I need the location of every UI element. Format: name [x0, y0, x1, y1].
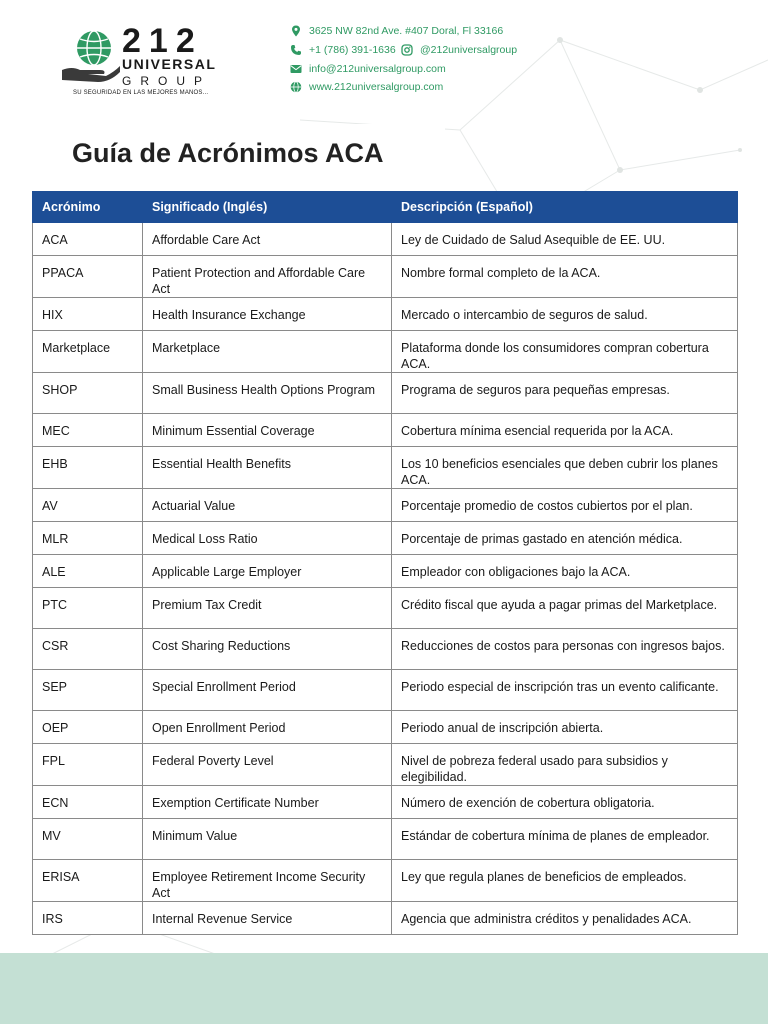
brand-word: UNIVERSAL	[122, 56, 217, 72]
table-row	[33, 256, 738, 298]
website-text: www.212universalgroup.com	[309, 81, 444, 93]
email[interactable]	[290, 63, 446, 75]
phone-icon	[290, 44, 302, 56]
brand-group: GROUP	[122, 74, 212, 88]
cell-description: Periodo anual de inscripción abierta.	[392, 711, 738, 744]
cell-acronym: ALE	[33, 555, 143, 588]
cell-meaning: Affordable Care Act	[143, 223, 392, 256]
cell-acronym: FPL	[33, 744, 143, 786]
table-row	[33, 629, 738, 670]
cell-meaning: Minimum Value	[143, 819, 392, 860]
cell-meaning: Special Enrollment Period	[143, 670, 392, 711]
cell-meaning: Minimum Essential Coverage	[143, 414, 392, 447]
table-row	[33, 860, 738, 902]
cell-meaning: Essential Health Benefits	[143, 447, 392, 489]
cell-acronym: AV	[33, 489, 143, 522]
cell-description: Nombre formal completo de la ACA.	[392, 256, 738, 298]
cell-meaning: Small Business Health Options Program	[143, 373, 392, 414]
cell-acronym: HIX	[33, 298, 143, 331]
instagram[interactable]	[401, 44, 517, 56]
cell-acronym: CSR	[33, 629, 143, 670]
acronym-table	[32, 191, 737, 935]
cell-description: Cobertura mínima esencial requerida por la ACA.	[392, 414, 738, 447]
cell-meaning: Cost Sharing Reductions	[143, 629, 392, 670]
address	[290, 25, 503, 37]
email-icon	[290, 63, 302, 75]
cell-acronym: MEC	[33, 414, 143, 447]
cell-acronym: IRS	[33, 902, 143, 935]
cell-description: Empleador con obligaciones bajo la ACA.	[392, 555, 738, 588]
table-row	[33, 298, 738, 331]
table-row	[33, 223, 738, 256]
cell-description: Porcentaje promedio de costos cubiertos por el plan.	[392, 489, 738, 522]
cell-acronym: OEP	[33, 711, 143, 744]
table-row	[33, 670, 738, 711]
brand-number: 212	[122, 22, 203, 60]
column-header-description: Descripción (Español)	[392, 192, 738, 223]
cell-description: Reducciones de costos para personas con ingresos bajos.	[392, 629, 738, 670]
table-row	[33, 331, 738, 373]
cell-meaning: Patient Protection and Affordable Care Act	[143, 256, 392, 298]
instagram-text: @212universalgroup	[420, 44, 518, 56]
table-row	[33, 522, 738, 555]
table-row	[33, 786, 738, 819]
column-header-acronym: Acrónimo	[33, 192, 143, 223]
column-header-meaning: Significado (Inglés)	[143, 192, 392, 223]
email-text: info@212universalgroup.com	[309, 63, 446, 75]
cell-acronym: Marketplace	[33, 331, 143, 373]
cell-meaning: Actuarial Value	[143, 489, 392, 522]
cell-description: Agencia que administra créditos y penalidades ACA.	[392, 902, 738, 935]
globe-icon	[290, 81, 302, 93]
cell-acronym: MV	[33, 819, 143, 860]
cell-description: Crédito fiscal que ayuda a pagar primas del Marketplace.	[392, 588, 738, 629]
cell-meaning: Premium Tax Credit	[143, 588, 392, 629]
location-pin-icon	[290, 25, 302, 37]
phone[interactable]	[290, 44, 396, 56]
cell-description: Programa de seguros para pequeñas empresas.	[392, 373, 738, 414]
phone-text: +1 (786) 391-1636	[309, 44, 396, 56]
footer-band	[0, 953, 768, 1024]
cell-acronym: EHB	[33, 447, 143, 489]
tagline: SU SEGURIDAD EN LAS MEJORES MANOS...	[73, 90, 209, 96]
table-row	[33, 489, 738, 522]
cell-description: Periodo especial de inscripción tras un evento calificante.	[392, 670, 738, 711]
table-row	[33, 373, 738, 414]
cell-description: Estándar de cobertura mínima de planes de empleador.	[392, 819, 738, 860]
cell-description: Los 10 beneficios esenciales que deben cubrir los planes ACA.	[392, 447, 738, 489]
cell-meaning: Health Insurance Exchange	[143, 298, 392, 331]
table-row	[33, 414, 738, 447]
cell-acronym: PPACA	[33, 256, 143, 298]
title-box	[50, 124, 445, 184]
cell-meaning: Marketplace	[143, 331, 392, 373]
cell-meaning: Federal Poverty Level	[143, 744, 392, 786]
table	[32, 191, 738, 935]
table-header-row	[33, 192, 738, 223]
table-row	[33, 744, 738, 786]
cell-meaning: Exemption Certificate Number	[143, 786, 392, 819]
cell-meaning: Employee Retirement Income Security Act	[143, 860, 392, 902]
table-row	[33, 711, 738, 744]
cell-description: Nivel de pobreza federal usado para subsidios y elegibilidad.	[392, 744, 738, 786]
cell-acronym: PTC	[33, 588, 143, 629]
cell-meaning: Medical Loss Ratio	[143, 522, 392, 555]
instagram-icon	[401, 44, 413, 56]
table-row	[33, 555, 738, 588]
cell-acronym: ERISA	[33, 860, 143, 902]
cell-description: Ley que regula planes de beneficios de empleados.	[392, 860, 738, 902]
address-text: 3625 NW 82nd Ave. #407 Doral, Fl 33166	[309, 25, 504, 37]
cell-acronym: SEP	[33, 670, 143, 711]
table-row	[33, 902, 738, 935]
table-row	[33, 588, 738, 629]
cell-description: Plataforma donde los consumidores compran cobertura ACA.	[392, 331, 738, 373]
cell-description: Porcentaje de primas gastado en atención médica.	[392, 522, 738, 555]
cell-meaning: Applicable Large Employer	[143, 555, 392, 588]
logo-globe-hand-icon	[60, 26, 122, 84]
table-row	[33, 819, 738, 860]
website[interactable]	[290, 81, 443, 93]
cell-meaning: Internal Revenue Service	[143, 902, 392, 935]
cell-acronym: SHOP	[33, 373, 143, 414]
cell-acronym: ACA	[33, 223, 143, 256]
table-body	[33, 223, 738, 935]
company-logo	[58, 22, 228, 102]
cell-description: Número de exención de cobertura obligatoria.	[392, 786, 738, 819]
cell-acronym: ECN	[33, 786, 143, 819]
table-row	[33, 447, 738, 489]
page-title: Guía de Acrónimos ACA	[72, 138, 384, 168]
cell-meaning: Open Enrollment Period	[143, 711, 392, 744]
cell-acronym: MLR	[33, 522, 143, 555]
cell-description: Mercado o intercambio de seguros de salud.	[392, 298, 738, 331]
cell-description: Ley de Cuidado de Salud Asequible de EE. UU.	[392, 223, 738, 256]
